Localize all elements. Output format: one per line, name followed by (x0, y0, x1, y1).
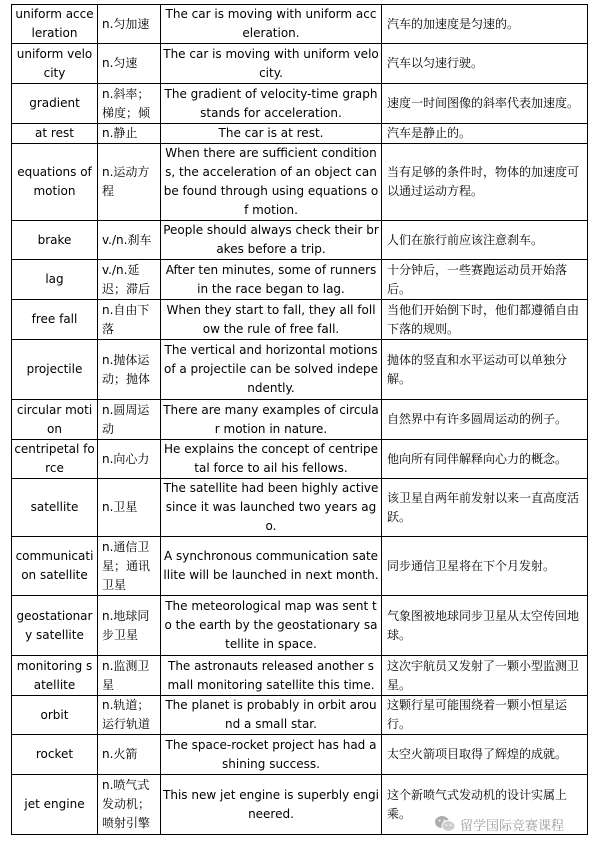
english-example-cell: There are many examples of circular motion in nature. (161, 400, 382, 440)
english-example-cell: People should always check their brakes before a trip. (161, 221, 382, 260)
english-example-cell: The vertical and horizontal motions of a projectile can be solved independently. (161, 340, 382, 400)
chinese-example-cell: 气象图被地球同步卫星从太空传回地球。 (382, 596, 588, 656)
english-example-cell: The gradient of velocity-time graph stands for acceleration. (161, 84, 382, 124)
table-row (12, 260, 588, 300)
english-example-cell: The car is moving with uniform velocity. (161, 44, 382, 84)
term-cell: circular motion (12, 400, 98, 440)
part-of-speech-cell: n.向心力 (98, 440, 161, 479)
part-of-speech-cell: n.地球同步卫星 (98, 596, 161, 656)
chinese-example-cell: 该卫星自两年前发射以来一直高度活跃。 (382, 479, 588, 537)
english-example-cell: He explains the concept of centripetal force to ail his fellows. (161, 440, 382, 479)
english-example-cell: The satellite had been highly active since it was launched two years ago. (161, 479, 382, 537)
part-of-speech-cell: n.喷气式发动机；喷射引擎 (98, 775, 161, 835)
english-example-cell: The astronauts released another small monitoring satellite this time. (161, 656, 382, 696)
chinese-example-cell: 这个新喷气式发动机的设计实属上乘。 (382, 775, 588, 835)
term-cell: jet engine (12, 775, 98, 835)
english-example-cell: The planet is probably in orbit around a small star. (161, 696, 382, 735)
term-cell: satellite (12, 479, 98, 537)
table-row (12, 479, 588, 537)
chinese-example-cell: 速度一时间图像的斜率代表加速度。 (382, 84, 588, 124)
chinese-example-cell: 太空火箭项目取得了辉煌的成就。 (382, 735, 588, 775)
part-of-speech-cell: n.匀加速 (98, 5, 161, 44)
vocabulary-table-body (12, 5, 588, 835)
chinese-example-cell: 自然界中有许多圆周运动的例子。 (382, 400, 588, 440)
part-of-speech-cell: n.轨道；运行轨道 (98, 696, 161, 735)
part-of-speech-cell: n.匀速 (98, 44, 161, 84)
chinese-example-cell: 汽车以匀速行驶。 (382, 44, 588, 84)
english-example-cell: The space-rocket project has had a shining success. (161, 735, 382, 775)
wechat-icon (434, 815, 456, 833)
table-row (12, 44, 588, 84)
table-row (12, 221, 588, 260)
chinese-example-cell: 这颗行星可能围绕着一颗小恒星运行。 (382, 696, 588, 735)
table-row (12, 656, 588, 696)
chinese-example-cell: 汽车的加速度是匀速的。 (382, 5, 588, 44)
term-cell: gradient (12, 84, 98, 124)
table-row (12, 5, 588, 44)
term-cell: orbit (12, 696, 98, 735)
term-cell: communication satellite (12, 537, 98, 596)
chinese-example-cell: 他向所有同伴解释向心力的概念。 (382, 440, 588, 479)
english-example-cell: The car is moving with uniform acceleration. (161, 5, 382, 44)
table-row (12, 596, 588, 656)
table-row (12, 735, 588, 775)
term-cell: free fall (12, 300, 98, 340)
part-of-speech-cell: n.自由下落 (98, 300, 161, 340)
part-of-speech-cell: n.火箭 (98, 735, 161, 775)
term-cell: monitoring satellite (12, 656, 98, 696)
part-of-speech-cell: n.通信卫星；通讯卫星 (98, 537, 161, 596)
table-row (12, 696, 588, 735)
part-of-speech-cell: n.运动方程 (98, 144, 161, 221)
term-cell: uniform acceleration (12, 5, 98, 44)
english-example-cell: When they start to fall, they all follow the rule of free fall. (161, 300, 382, 340)
table-row (12, 84, 588, 124)
chinese-example-cell: 当有足够的条件时，物体的加速度可以通过运动方程。 (382, 144, 588, 221)
english-example-cell: The meteorological map was sent to the earth by the geostationary satellite in space. (161, 596, 382, 656)
chinese-example-cell: 同步通信卫星将在下个月发射。 (382, 537, 588, 596)
table-row (12, 537, 588, 596)
watermark-text: 留学国际竞赛课程 (460, 818, 565, 834)
table-row (12, 400, 588, 440)
part-of-speech-cell: n.卫星 (98, 479, 161, 537)
watermark (434, 812, 564, 836)
term-cell: centripetal force (12, 440, 98, 479)
table-row (12, 144, 588, 221)
term-cell: lag (12, 260, 98, 300)
chinese-example-cell: 人们在旅行前应该注意刹车。 (382, 221, 588, 260)
english-example-cell: This new jet engine is superbly engineered. (161, 775, 382, 835)
chinese-example-cell: 当他们开始倒下时，他们都遵循自由下落的规则。 (382, 300, 588, 340)
english-example-cell: The car is at rest. (161, 124, 382, 144)
part-of-speech-cell: v./n.刹车 (98, 221, 161, 260)
vocabulary-table (11, 4, 588, 835)
term-cell: at rest (12, 124, 98, 144)
part-of-speech-cell: n.抛体运动；抛体 (98, 340, 161, 400)
part-of-speech-cell: n.监测卫星 (98, 656, 161, 696)
term-cell: brake (12, 221, 98, 260)
table-row (12, 440, 588, 479)
part-of-speech-cell: n.圆周运动 (98, 400, 161, 440)
term-cell: rocket (12, 735, 98, 775)
part-of-speech-cell: v./n.延迟；滞后 (98, 260, 161, 300)
table-row (12, 124, 588, 144)
term-cell: projectile (12, 340, 98, 400)
chinese-example-cell: 十分钟后，一些赛跑运动员开始落后。 (382, 260, 588, 300)
table-row (12, 340, 588, 400)
english-example-cell: After ten minutes, some of runners in the race began to lag. (161, 260, 382, 300)
chinese-example-cell: 汽车是静止的。 (382, 124, 588, 144)
chinese-example-cell: 这次宇航员又发射了一颗小型监测卫星。 (382, 656, 588, 696)
table-row (12, 300, 588, 340)
chinese-example-cell: 抛体的竖直和水平运动可以单独分解。 (382, 340, 588, 400)
term-cell: geostationary satellite (12, 596, 98, 656)
part-of-speech-cell: n.静止 (98, 124, 161, 144)
english-example-cell: When there are sufficient conditions, the acceleration of an object can be found through using equations of motion. (161, 144, 382, 221)
part-of-speech-cell: n.斜率；梯度；倾 (98, 84, 161, 124)
english-example-cell: A synchronous communication satellite will be launched in next month. (161, 537, 382, 596)
term-cell: uniform velocity (12, 44, 98, 84)
term-cell: equations of motion (12, 144, 98, 221)
